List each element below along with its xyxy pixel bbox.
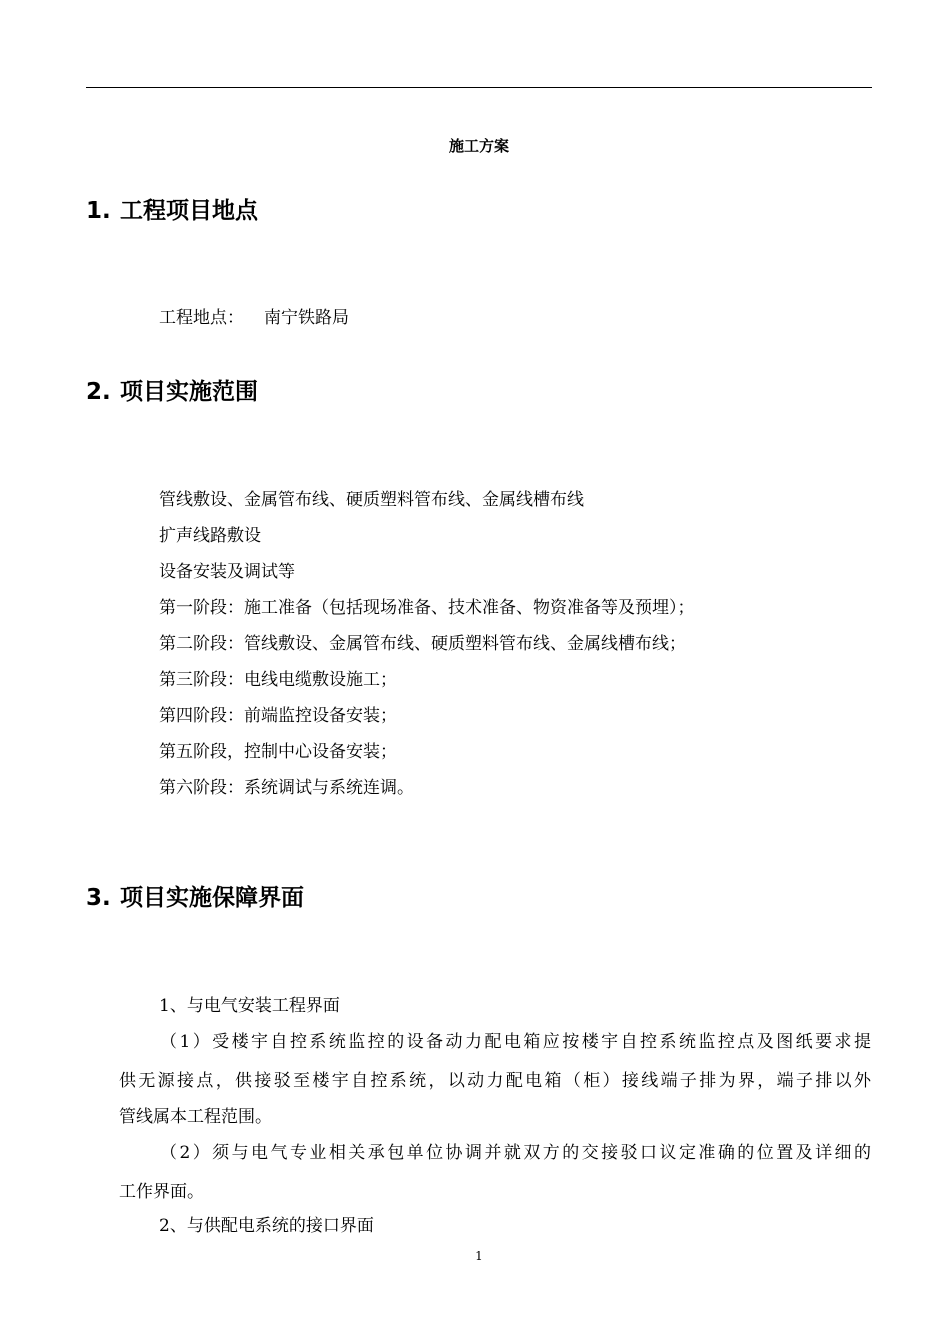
scope-line: 第一阶段：施工准备（包括现场准备、技术准备、物资准备等及预埋）； — [159, 598, 695, 618]
section-3-number: 3. — [86, 885, 111, 911]
paragraph-1-line: 管线属本工程范围。 — [119, 1107, 272, 1127]
page-number: 1 — [475, 1249, 483, 1263]
header-rule — [86, 87, 872, 88]
paragraph-2-line: （2）须与电气专业相关承包单位协调并就双方的交接驳口议定准确的位置及详细的 — [160, 1143, 871, 1163]
scope-line: 设备安装及调试等 — [159, 562, 295, 582]
paragraph-1-line: （1）受楼宇自控系统监控的设备动力配电箱应按楼宇自控系统监控点及图纸要求提 — [160, 1032, 871, 1052]
section-2-title: 项目实施范围 — [120, 379, 258, 405]
scope-line: 第三阶段：电线电缆敷设施工； — [159, 670, 397, 690]
document-title: 施工方案 — [448, 137, 509, 155]
paragraph-2-line: 工作界面。 — [119, 1182, 204, 1202]
section-2-heading — [86, 378, 258, 406]
location-line — [159, 307, 349, 329]
section-3-heading — [86, 884, 304, 912]
subsection-1-heading: 1、与电气安装工程界面 — [159, 996, 340, 1016]
paragraph-1-line: 供无源接点，供接驳至楼宇自控系统，以动力配电箱（柜）接线端子排为界，端子排以外 — [119, 1071, 871, 1091]
location-label: 工程地点： — [159, 308, 244, 328]
scope-line: 第五阶段，控制中心设备安装； — [159, 742, 397, 762]
section-1-heading — [86, 197, 258, 225]
scope-line: 管线敷设、金属管布线、硬质塑料管布线、金属线槽布线 — [159, 490, 584, 510]
section-1-title: 工程项目地点 — [120, 198, 258, 224]
subsection-2-heading: 2、与供配电系统的接口界面 — [159, 1216, 374, 1236]
scope-line: 第四阶段：前端监控设备安装； — [159, 706, 397, 726]
section-3-title: 项目实施保障界面 — [120, 885, 304, 911]
scope-line: 扩声线路敷设 — [159, 526, 261, 546]
scope-line: 第二阶段：管线敷设、金属管布线、硬质塑料管布线、金属线槽布线； — [159, 634, 686, 654]
section-1-number: 1. — [86, 198, 111, 224]
scope-line: 第六阶段：系统调试与系统连调。 — [159, 778, 414, 798]
location-value: 南宁铁路局 — [264, 308, 349, 328]
section-2-number: 2. — [86, 379, 111, 405]
